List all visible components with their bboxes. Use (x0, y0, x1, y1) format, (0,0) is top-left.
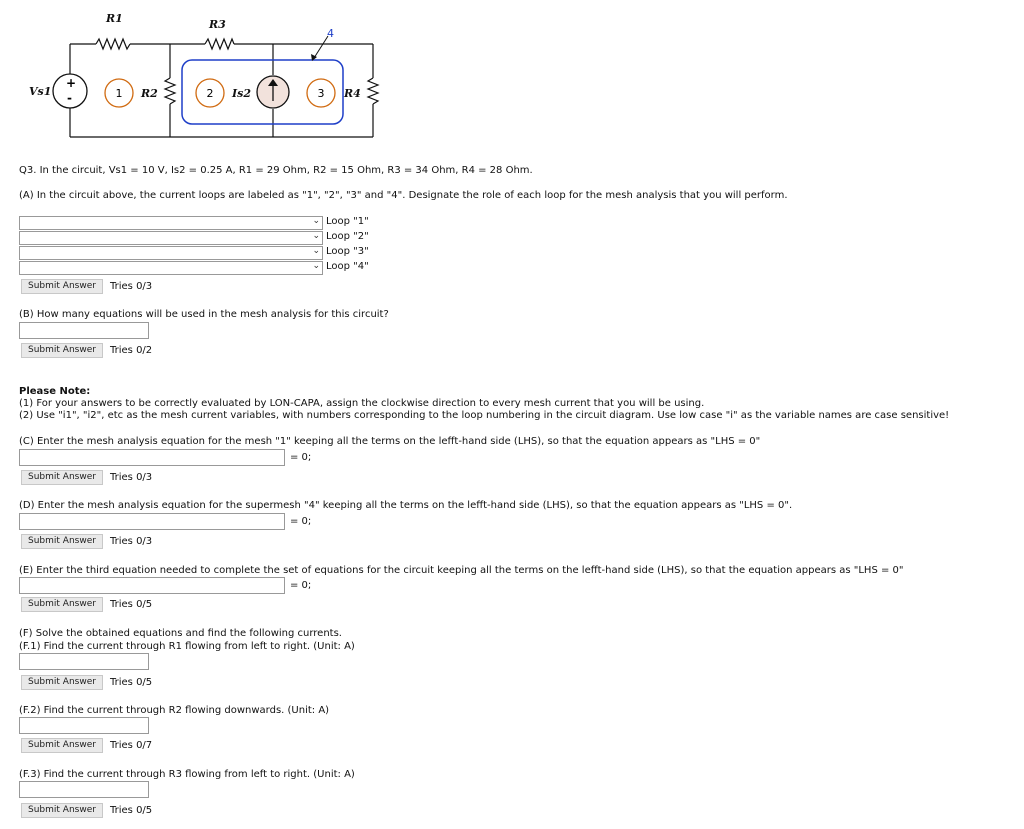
note-line-2: (2) Use "i1", "i2", etc as the mesh current variables, with numbers corresponding to the loop numbering in the circuit diagram. Use low case "i" as the variable names are case sensitive! (19, 410, 950, 421)
part-e-prompt: (E) Enter the third equation needed to complete the set of equations for the circuit keeping all the terms on the lefft-hand side (LHS), so that the equation appears as "LHS = 0" (19, 565, 904, 576)
part-c-tries: Tries 0/3 (110, 472, 153, 483)
loop-4-role-select[interactable] (19, 261, 323, 275)
part-a-tries: Tries 0/3 (110, 281, 153, 292)
part-d-suffix: = 0; (290, 516, 312, 527)
note-title: Please Note: (19, 386, 91, 397)
part-f1-answer-input[interactable] (19, 653, 149, 670)
r3-label: R3 (209, 18, 226, 31)
chevron-down-icon: ⌄ (312, 246, 320, 256)
loop-1-select-label: Loop "1" (326, 216, 369, 227)
loop-1-label: 1 (115, 87, 123, 100)
part-f3-submit-button[interactable]: Submit Answer (21, 803, 103, 818)
part-f2-answer-input[interactable] (19, 717, 149, 734)
r4-label: R4 (344, 87, 361, 100)
chevron-down-icon: ⌄ (312, 231, 320, 241)
part-e-equation-input[interactable] (19, 577, 285, 594)
part-b-tries: Tries 0/2 (110, 345, 153, 356)
loop-2-label: 2 (206, 87, 214, 100)
part-a-submit-button[interactable]: Submit Answer (21, 279, 103, 294)
part-f1-prompt: (F.1) Find the current through R1 flowing from left to right. (Unit: A) (19, 641, 355, 652)
plus-sign: + (66, 76, 77, 90)
part-f-prompt: (F) Solve the obtained equations and find the following currents. (19, 628, 342, 639)
loop-3-label: 3 (317, 87, 325, 100)
part-f3-tries: Tries 0/5 (110, 805, 153, 816)
chevron-down-icon: ⌄ (312, 216, 320, 226)
loop-3-role-select[interactable] (19, 246, 323, 260)
part-a-prompt: (A) In the circuit above, the current loops are labeled as "1", "2", "3" and "4". Designate the role of each loop for the mesh analysis that you will perform. (19, 190, 788, 201)
part-c-prompt: (C) Enter the mesh analysis equation for the mesh "1" keeping all the terms on the lefft-hand side (LHS), so that the equation appears as "LHS = 0" (19, 436, 761, 447)
part-d-equation-input[interactable] (19, 513, 285, 530)
loop-3-select-label: Loop "3" (326, 246, 369, 257)
r1-label: R1 (106, 12, 123, 25)
part-f2-submit-button[interactable]: Submit Answer (21, 738, 103, 753)
part-b-prompt: (B) How many equations will be used in the mesh analysis for this circuit? (19, 309, 389, 320)
part-b-answer-input[interactable] (19, 322, 149, 339)
part-f2-tries: Tries 0/7 (110, 740, 153, 751)
part-f1-submit-button[interactable]: Submit Answer (21, 675, 103, 690)
loop-1-role-select[interactable] (19, 216, 323, 230)
is2-label: Is2 (232, 87, 251, 100)
loop-4-select-label: Loop "4" (326, 261, 369, 272)
question-intro: Q3. In the circuit, Vs1 = 10 V, Is2 = 0.25 A, R1 = 29 Ohm, R2 = 15 Ohm, R3 = 34 Ohm, R4 = 28 Ohm. (19, 165, 533, 176)
part-d-submit-button[interactable]: Submit Answer (21, 534, 103, 549)
vs1-label: Vs1 (29, 85, 52, 98)
part-b-submit-button[interactable]: Submit Answer (21, 343, 103, 358)
part-f2-prompt: (F.2) Find the current through R2 flowing downwards. (Unit: A) (19, 705, 330, 716)
part-e-suffix: = 0; (290, 580, 312, 591)
part-f3-prompt: (F.3) Find the current through R3 flowing from left to right. (Unit: A) (19, 769, 355, 780)
loop-4-label: 4 (327, 27, 334, 40)
part-e-submit-button[interactable]: Submit Answer (21, 597, 103, 612)
part-e-tries: Tries 0/5 (110, 599, 153, 610)
part-f3-answer-input[interactable] (19, 781, 149, 798)
part-d-prompt: (D) Enter the mesh analysis equation for the supermesh "4" keeping all the terms on the lefft-hand side (LHS), so that the equation appears as "LHS = 0". (19, 500, 793, 511)
loop-2-role-select[interactable] (19, 231, 323, 245)
chevron-down-icon: ⌄ (312, 261, 320, 271)
minus-sign: - (67, 91, 72, 105)
loop-2-select-label: Loop "2" (326, 231, 369, 242)
r2-label: R2 (141, 87, 158, 100)
part-c-suffix: = 0; (290, 452, 312, 463)
note-line-1: (1) For your answers to be correctly evaluated by LON-CAPA, assign the clockwise direction to every mesh current that you will be using. (19, 398, 705, 409)
part-d-tries: Tries 0/3 (110, 536, 153, 547)
part-f1-tries: Tries 0/5 (110, 677, 153, 688)
part-c-equation-input[interactable] (19, 449, 285, 466)
circuit-diagram (0, 0, 420, 150)
part-c-submit-button[interactable]: Submit Answer (21, 470, 103, 485)
